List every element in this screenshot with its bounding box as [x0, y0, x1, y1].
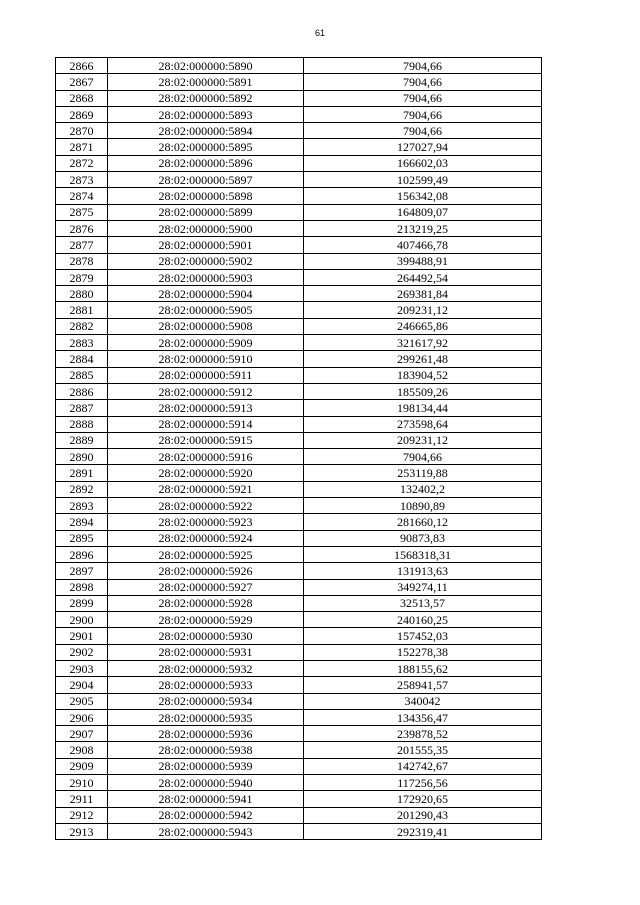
cadastral-number-cell: 28:02:000000:5929	[108, 612, 304, 628]
row-number-cell: 2911	[56, 791, 108, 807]
table-row	[56, 709, 542, 725]
cadastral-number-cell: 28:02:000000:5927	[108, 579, 304, 595]
value-cell: 269381,84	[304, 286, 542, 302]
row-number-cell: 2903	[56, 660, 108, 676]
cadastral-number-cell: 28:02:000000:5936	[108, 726, 304, 742]
table-row	[56, 449, 542, 465]
value-cell: 7904,66	[304, 449, 542, 465]
value-cell: 321617,92	[304, 335, 542, 351]
value-cell: 299261,48	[304, 351, 542, 367]
row-number-cell: 2882	[56, 318, 108, 334]
cadastral-number-cell: 28:02:000000:5911	[108, 367, 304, 383]
value-cell: 209231,12	[304, 432, 542, 448]
table-row	[56, 465, 542, 481]
value-cell: 132402,2	[304, 481, 542, 497]
table-row	[56, 563, 542, 579]
value-cell: 240160,25	[304, 612, 542, 628]
value-cell: 7904,66	[304, 90, 542, 106]
value-cell: 281660,12	[304, 514, 542, 530]
table-row	[56, 351, 542, 367]
row-number-cell: 2888	[56, 416, 108, 432]
table-row	[56, 383, 542, 399]
cadastral-number-cell: 28:02:000000:5934	[108, 693, 304, 709]
value-cell: 7904,66	[304, 58, 542, 74]
row-number-cell: 2913	[56, 823, 108, 839]
row-number-cell: 2867	[56, 74, 108, 90]
table-row	[56, 220, 542, 236]
row-number-cell: 2876	[56, 220, 108, 236]
row-number-cell: 2873	[56, 172, 108, 188]
value-cell: 188155,62	[304, 660, 542, 676]
value-cell: 7904,66	[304, 106, 542, 122]
row-number-cell: 2885	[56, 367, 108, 383]
row-number-cell: 2910	[56, 775, 108, 791]
row-number-cell: 2884	[56, 351, 108, 367]
row-number-cell: 2896	[56, 546, 108, 562]
row-number-cell: 2875	[56, 204, 108, 220]
table-row	[56, 106, 542, 122]
table-row	[56, 400, 542, 416]
value-cell: 102599,49	[304, 172, 542, 188]
row-number-cell: 2886	[56, 383, 108, 399]
table-row	[56, 775, 542, 791]
table-row	[56, 90, 542, 106]
row-number-cell: 2906	[56, 709, 108, 725]
row-number-cell: 2880	[56, 286, 108, 302]
table-row	[56, 481, 542, 497]
value-cell: 157452,03	[304, 628, 542, 644]
cadastral-number-cell: 28:02:000000:5931	[108, 644, 304, 660]
cadastral-number-cell: 28:02:000000:5903	[108, 269, 304, 285]
row-number-cell: 2871	[56, 139, 108, 155]
value-cell: 10890,89	[304, 498, 542, 514]
value-cell: 117256,56	[304, 775, 542, 791]
cadastral-number-cell: 28:02:000000:5932	[108, 660, 304, 676]
row-number-cell: 2899	[56, 595, 108, 611]
value-cell: 166602,03	[304, 155, 542, 171]
cadastral-number-cell: 28:02:000000:5933	[108, 677, 304, 693]
value-cell: 253119,88	[304, 465, 542, 481]
value-cell: 172920,65	[304, 791, 542, 807]
value-cell: 264492,54	[304, 269, 542, 285]
table-row	[56, 367, 542, 383]
cadastral-number-cell: 28:02:000000:5893	[108, 106, 304, 122]
row-number-cell: 2907	[56, 726, 108, 742]
cadastral-number-cell: 28:02:000000:5891	[108, 74, 304, 90]
cadastral-number-cell: 28:02:000000:5920	[108, 465, 304, 481]
table-row	[56, 693, 542, 709]
table-row	[56, 58, 542, 74]
cadastral-number-cell: 28:02:000000:5908	[108, 318, 304, 334]
value-cell: 1568318,31	[304, 546, 542, 562]
value-cell: 201290,43	[304, 807, 542, 823]
value-cell: 7904,66	[304, 123, 542, 139]
cadastral-number-cell: 28:02:000000:5913	[108, 400, 304, 416]
registry-table	[55, 57, 542, 840]
cadastral-number-cell: 28:02:000000:5921	[108, 481, 304, 497]
value-cell: 156342,08	[304, 188, 542, 204]
value-cell: 349274,11	[304, 579, 542, 595]
cadastral-number-cell: 28:02:000000:5915	[108, 432, 304, 448]
row-number-cell: 2881	[56, 302, 108, 318]
table-row	[56, 660, 542, 676]
table-row	[56, 155, 542, 171]
table-row	[56, 172, 542, 188]
page-number: 61	[314, 28, 325, 38]
table-row	[56, 123, 542, 139]
table-row	[56, 416, 542, 432]
table-row	[56, 302, 542, 318]
cadastral-number-cell: 28:02:000000:5900	[108, 220, 304, 236]
value-cell: 32513,57	[304, 595, 542, 611]
cadastral-number-cell: 28:02:000000:5925	[108, 546, 304, 562]
value-cell: 134356,47	[304, 709, 542, 725]
table-row	[56, 335, 542, 351]
cadastral-number-cell: 28:02:000000:5926	[108, 563, 304, 579]
table-row	[56, 579, 542, 595]
table-row	[56, 237, 542, 253]
table-row	[56, 318, 542, 334]
table-row	[56, 74, 542, 90]
row-number-cell: 2900	[56, 612, 108, 628]
value-cell: 407466,78	[304, 237, 542, 253]
table-row	[56, 286, 542, 302]
value-cell: 127027,94	[304, 139, 542, 155]
value-cell: 258941,57	[304, 677, 542, 693]
cadastral-number-cell: 28:02:000000:5905	[108, 302, 304, 318]
cadastral-number-cell: 28:02:000000:5902	[108, 253, 304, 269]
table-row	[56, 758, 542, 774]
value-cell: 90873,83	[304, 530, 542, 546]
value-cell: 213219,25	[304, 220, 542, 236]
cadastral-number-cell: 28:02:000000:5899	[108, 204, 304, 220]
cadastral-number-cell: 28:02:000000:5941	[108, 791, 304, 807]
table-row	[56, 204, 542, 220]
table-row	[56, 514, 542, 530]
row-number-cell: 2904	[56, 677, 108, 693]
cadastral-number-cell: 28:02:000000:5892	[108, 90, 304, 106]
value-cell: 201555,35	[304, 742, 542, 758]
row-number-cell: 2895	[56, 530, 108, 546]
value-cell: 292319,41	[304, 823, 542, 839]
row-number-cell: 2908	[56, 742, 108, 758]
table-row	[56, 269, 542, 285]
cadastral-number-cell: 28:02:000000:5914	[108, 416, 304, 432]
cadastral-number-cell: 28:02:000000:5901	[108, 237, 304, 253]
table-row	[56, 644, 542, 660]
cadastral-number-cell: 28:02:000000:5894	[108, 123, 304, 139]
row-number-cell: 2866	[56, 58, 108, 74]
row-number-cell: 2909	[56, 758, 108, 774]
cadastral-number-cell: 28:02:000000:5895	[108, 139, 304, 155]
value-cell: 185509,26	[304, 383, 542, 399]
row-number-cell: 2905	[56, 693, 108, 709]
cadastral-number-cell: 28:02:000000:5916	[108, 449, 304, 465]
value-cell: 209231,12	[304, 302, 542, 318]
row-number-cell: 2893	[56, 498, 108, 514]
cadastral-number-cell: 28:02:000000:5923	[108, 514, 304, 530]
cadastral-number-cell: 28:02:000000:5928	[108, 595, 304, 611]
table-row	[56, 432, 542, 448]
row-number-cell: 2890	[56, 449, 108, 465]
row-number-cell: 2889	[56, 432, 108, 448]
cadastral-number-cell: 28:02:000000:5930	[108, 628, 304, 644]
row-number-cell: 2869	[56, 106, 108, 122]
cadastral-number-cell: 28:02:000000:5910	[108, 351, 304, 367]
row-number-cell: 2868	[56, 90, 108, 106]
row-number-cell: 2901	[56, 628, 108, 644]
value-cell: 142742,67	[304, 758, 542, 774]
value-cell: 273598,64	[304, 416, 542, 432]
cadastral-number-cell: 28:02:000000:5890	[108, 58, 304, 74]
cadastral-number-cell: 28:02:000000:5909	[108, 335, 304, 351]
value-cell: 340042	[304, 693, 542, 709]
row-number-cell: 2902	[56, 644, 108, 660]
value-cell: 246665,86	[304, 318, 542, 334]
row-number-cell: 2912	[56, 807, 108, 823]
row-number-cell: 2883	[56, 335, 108, 351]
value-cell: 152278,38	[304, 644, 542, 660]
row-number-cell: 2879	[56, 269, 108, 285]
value-cell: 7904,66	[304, 74, 542, 90]
value-cell: 183904,52	[304, 367, 542, 383]
row-number-cell: 2891	[56, 465, 108, 481]
table-row	[56, 188, 542, 204]
row-number-cell: 2892	[56, 481, 108, 497]
value-cell: 239878,52	[304, 726, 542, 742]
table-row	[56, 677, 542, 693]
row-number-cell: 2874	[56, 188, 108, 204]
table-row	[56, 546, 542, 562]
table-row	[56, 628, 542, 644]
table-row	[56, 807, 542, 823]
table-row	[56, 726, 542, 742]
value-cell: 131913,63	[304, 563, 542, 579]
table-row	[56, 612, 542, 628]
row-number-cell: 2878	[56, 253, 108, 269]
row-number-cell: 2870	[56, 123, 108, 139]
cadastral-number-cell: 28:02:000000:5896	[108, 155, 304, 171]
table-row	[56, 253, 542, 269]
table-row	[56, 530, 542, 546]
table-row	[56, 823, 542, 839]
cadastral-number-cell: 28:02:000000:5898	[108, 188, 304, 204]
row-number-cell: 2894	[56, 514, 108, 530]
table-row	[56, 498, 542, 514]
table-row	[56, 595, 542, 611]
value-cell: 164809,07	[304, 204, 542, 220]
row-number-cell: 2897	[56, 563, 108, 579]
cadastral-number-cell: 28:02:000000:5939	[108, 758, 304, 774]
row-number-cell: 2898	[56, 579, 108, 595]
cadastral-number-cell: 28:02:000000:5904	[108, 286, 304, 302]
cadastral-number-cell: 28:02:000000:5940	[108, 775, 304, 791]
table-row	[56, 742, 542, 758]
cadastral-number-cell: 28:02:000000:5935	[108, 709, 304, 725]
row-number-cell: 2877	[56, 237, 108, 253]
table-row	[56, 791, 542, 807]
registry-table-body	[56, 58, 542, 840]
cadastral-number-cell: 28:02:000000:5943	[108, 823, 304, 839]
cadastral-number-cell: 28:02:000000:5922	[108, 498, 304, 514]
cadastral-number-cell: 28:02:000000:5942	[108, 807, 304, 823]
cadastral-number-cell: 28:02:000000:5897	[108, 172, 304, 188]
cadastral-number-cell: 28:02:000000:5938	[108, 742, 304, 758]
table-row	[56, 139, 542, 155]
row-number-cell: 2887	[56, 400, 108, 416]
value-cell: 198134,44	[304, 400, 542, 416]
cadastral-number-cell: 28:02:000000:5912	[108, 383, 304, 399]
cadastral-number-cell: 28:02:000000:5924	[108, 530, 304, 546]
row-number-cell: 2872	[56, 155, 108, 171]
value-cell: 399488,91	[304, 253, 542, 269]
